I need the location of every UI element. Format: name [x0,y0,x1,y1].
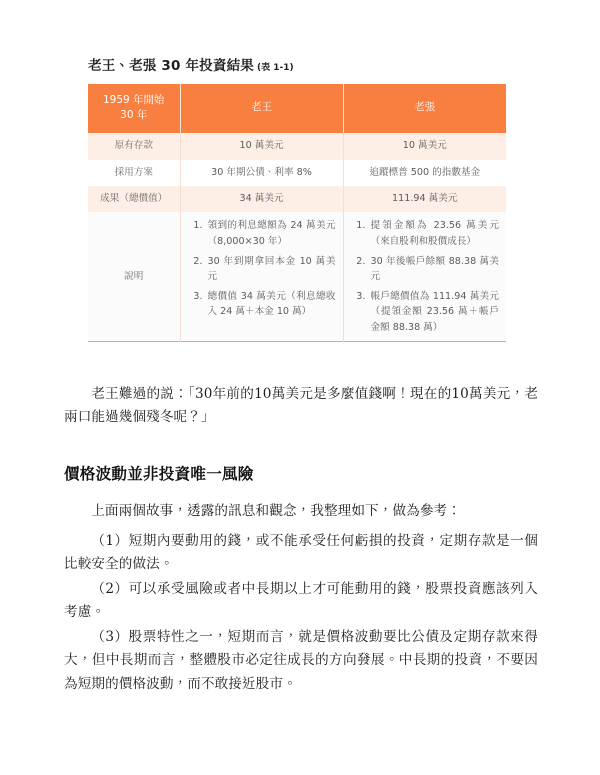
list-item: 3. 帳戶總價值為 111.94 萬美元（提領金額 23.56 萬＋帳戶金額 88.38 萬） [369,289,500,336]
numbered-paragraph-2: （2）可以承受風險或者中長期以上才可能動用的錢，股票投資應該列入考慮。 [64,581,538,621]
quote-paragraph: 老王難過的説：「30年前的10萬美元是多麼值錢啊！現在的10萬美元，老兩口能過幾個殘冬呢？」 [64,386,538,426]
investment-result-table-block [88,58,506,342]
list-item: 1. 提領金額為 23.56 萬美元（來自股利和股價成長） [369,218,500,249]
cell-explanation-person-1 [180,212,343,341]
table-header-cell-person-1: 老王 [180,84,343,133]
row-label-original-savings: 原有存款 [88,133,180,159]
table-header-row [88,84,506,133]
table-row-explanation [88,212,506,341]
cell-explanation-person-2 [343,212,506,341]
numbered-paragraph-3: （3）股票特性之一，短期而言，就是價格波動要比公債及定期存款來得大，但中長期而言，整體股市必定往成長的方向發展。中長期的投資，不要因為短期的價格波動，而不敢接近股市。 [64,629,538,692]
header-period-line1: 1959 年開始 [102,93,165,106]
table-row [88,160,506,186]
cell-result-person-1: 34 萬美元 [180,186,343,212]
explanation-list-person-2 [353,218,500,335]
table-body [88,133,506,341]
section-heading: 價格波動並非投資唯一風險 [64,464,254,483]
table-header [88,84,506,133]
cell-original-savings-person-2: 10 萬美元 [343,133,506,159]
row-label-plan: 採用方案 [88,160,180,186]
row-label-explanation: 說明 [88,212,180,341]
numbered-paragraph-1: （1）短期內要動用的錢，或不能承受任何虧損的投資，定期存款是一個比較安全的做法。 [64,533,538,573]
list-item: 1. 領到的利息總額為 24 萬美元（8,000×30 年） [206,218,336,249]
intro-paragraph: 上面兩個故事，透露的訊息和觀念，我整理如下，做為參考： [91,503,461,519]
table-caption [88,58,506,75]
table-caption-title: 老王、老張 30 年投資結果 [88,58,254,74]
table-header-cell-period [88,84,180,133]
explanation-list-person-1 [190,218,336,319]
investment-result-table [88,84,506,342]
list-item: 2. 30 年到期拿回本金 10 萬美元 [206,254,336,285]
list-item: 3. 總價值 34 萬美元（利息總收入 24 萬＋本金 10 萬） [206,289,336,320]
table-row [88,133,506,159]
cell-result-person-2: 111.94 萬美元 [343,186,506,212]
table-caption-number: (表 1-1) [257,63,294,73]
cell-plan-person-2: 追蹤標普 500 的指數基金 [343,160,506,186]
row-label-result: 成果（總價值） [88,186,180,212]
cell-original-savings-person-1: 10 萬美元 [180,133,343,159]
list-item: 2. 30 年後帳戶餘額 88.38 萬美元 [369,254,500,285]
header-period-line2: 30 年 [120,109,148,122]
table-row [88,186,506,212]
cell-plan-person-1: 30 年期公債、利率 8% [180,160,343,186]
table-header-cell-person-2: 老張 [343,84,506,133]
